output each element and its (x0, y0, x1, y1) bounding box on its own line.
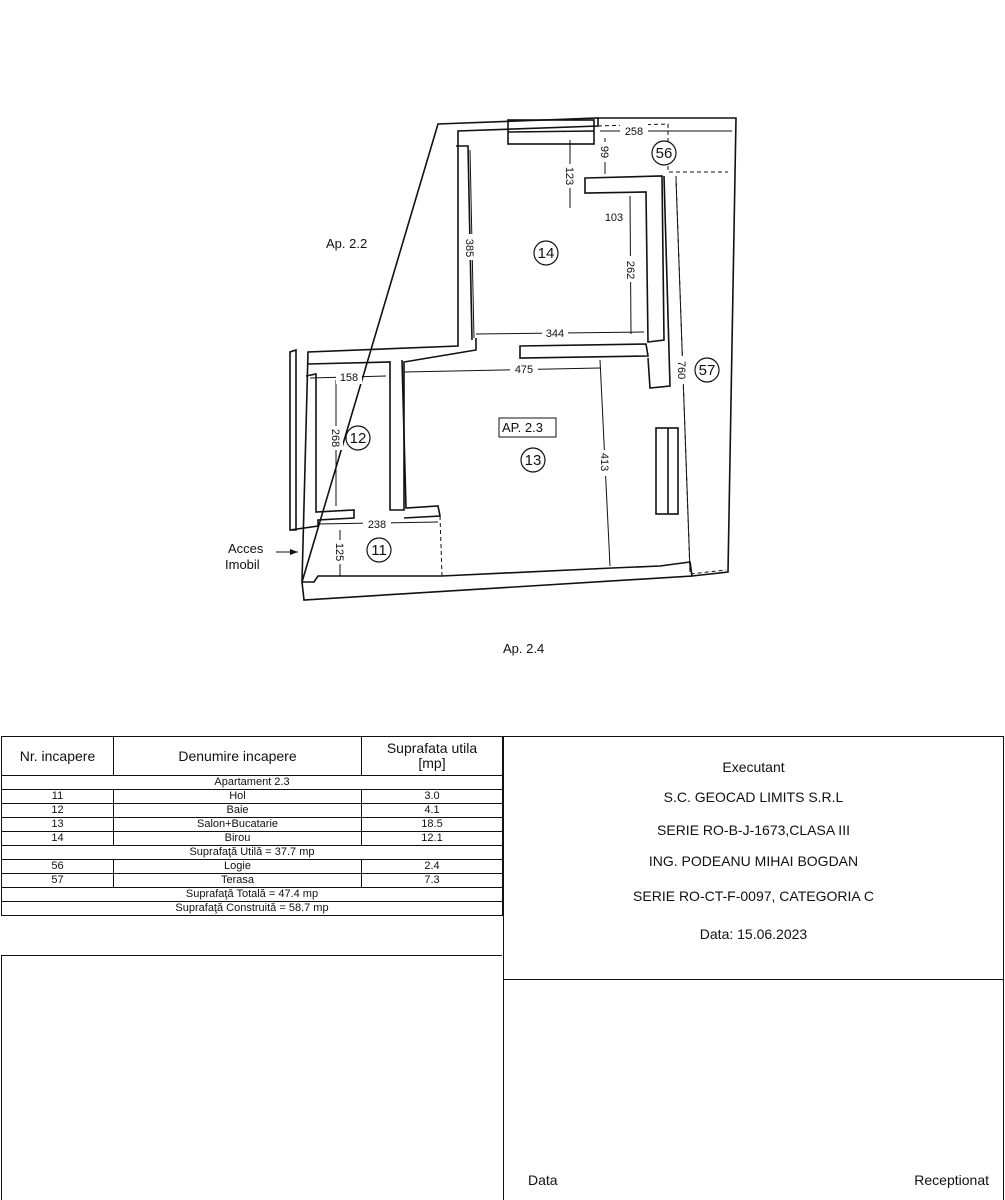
access-label-2: Imobil (225, 557, 260, 572)
cell-area: 18.5 (362, 818, 503, 832)
cell-nr: 11 (2, 790, 114, 804)
reception-date-label: Data (528, 1172, 558, 1188)
wall-room12-inner (290, 374, 354, 530)
header-nr: Nr. incapere (2, 737, 114, 776)
dim-258: 258 (624, 126, 644, 138)
reception-received-label: Receptionat (914, 1172, 989, 1188)
dim-125: 125 (333, 542, 345, 562)
table-empty-area (1, 955, 502, 1200)
executant-series1: SERIE RO-B-J-1673,CLASA III (657, 822, 850, 838)
room-number-57: 57 (698, 362, 716, 379)
window-right (656, 428, 678, 514)
cell-name: Logie (114, 860, 362, 874)
cell-name: Hol (114, 790, 362, 804)
header-area (362, 737, 503, 776)
table-row (2, 860, 503, 874)
wall-right (648, 176, 670, 388)
room-number-13: 13 (524, 452, 542, 469)
room-number-14: 14 (537, 245, 555, 262)
access-label-1: Acces (228, 541, 264, 556)
cell-area: 7.3 (362, 874, 503, 888)
dim-385: 385 (463, 238, 475, 258)
dim-123: 123 (563, 166, 575, 186)
header-area-text: Suprafata utila [mp] (386, 740, 478, 771)
useful-total-row (2, 846, 503, 860)
wall-left-outer (290, 350, 296, 530)
threshold-dash (440, 516, 442, 576)
executant-company: S.C. GEOCAD LIMITS S.R.L (663, 789, 844, 805)
terrace-outline (598, 118, 736, 576)
cell-nr: 14 (2, 832, 114, 846)
dim-344: 344 (545, 328, 565, 340)
room-number-12: 12 (349, 430, 367, 447)
outer-wall (302, 118, 692, 600)
cell-name: Birou (114, 832, 362, 846)
group-title: Apartament 2.3 (2, 776, 503, 790)
executant-series2: SERIE RO-CT-F-0097, CATEGORIA C (633, 888, 874, 904)
executant-date: Data: 15.06.2023 (699, 926, 808, 942)
table-row (2, 790, 503, 804)
cell-nr: 12 (2, 804, 114, 818)
room-table (1, 736, 503, 916)
room-number-11: 11 (371, 542, 387, 559)
wall-room12 (308, 338, 476, 510)
cell-area: 4.1 (362, 804, 503, 818)
cell-nr: 57 (2, 874, 114, 888)
cell-nr: 13 (2, 818, 114, 832)
total-row (2, 888, 503, 902)
dim-413: 413 (598, 452, 610, 472)
cell-name: Salon+Bucatarie (114, 818, 362, 832)
built-row (2, 902, 503, 916)
dim-268: 268 (329, 428, 341, 448)
table-row (2, 832, 503, 846)
executant-box (503, 736, 1004, 980)
cell-area: 12.1 (362, 832, 503, 846)
cell-name: Terasa (114, 874, 362, 888)
room-number-56: 56 (655, 145, 673, 162)
built-area: Suprafaţă Construită = 58.7 mp (2, 902, 503, 916)
dim-103: 103 (604, 212, 624, 224)
cell-nr: 56 (2, 860, 114, 874)
dim-158: 158 (339, 372, 359, 384)
neighbor-top-label: Ap. 2.2 (326, 236, 368, 251)
dim-760: 760 (675, 360, 687, 380)
table-header-row (2, 737, 503, 776)
table-row (2, 818, 503, 832)
cell-area: 2.4 (362, 860, 503, 874)
dim-262: 262 (624, 260, 636, 280)
useful-total: Suprafaţă Utilă = 37.7 mp (2, 846, 503, 860)
executant-engineer: ING. PODEANU MIHAI BOGDAN (648, 853, 859, 869)
reception-box (503, 979, 1004, 1200)
apartment-tag: AP. 2.3 (502, 420, 543, 435)
wall-mid (520, 344, 648, 358)
wall-room13-left (402, 360, 440, 518)
table-row (2, 804, 503, 818)
header-name: Denumire incapere (114, 737, 362, 776)
dim-99: 99 (598, 145, 610, 159)
executant-title: Executant (722, 759, 785, 775)
group-row (2, 776, 503, 790)
dim-238: 238 (367, 519, 387, 531)
total-area: Suprafaţă Totală = 47.4 mp (2, 888, 503, 902)
neighbor-bottom-label: Ap. 2.4 (503, 641, 545, 656)
cell-area: 3.0 (362, 790, 503, 804)
table-row (2, 874, 503, 888)
cell-name: Baie (114, 804, 362, 818)
dim-475: 475 (514, 364, 534, 376)
